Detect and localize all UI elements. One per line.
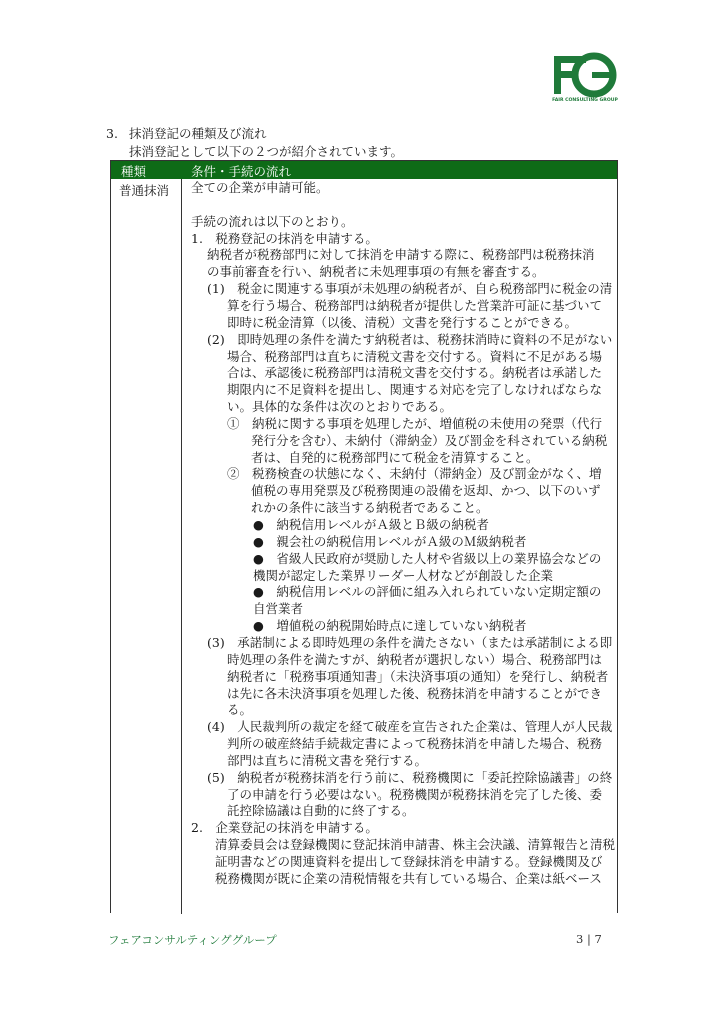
- table-text-line: 2. 企業登記の抹消を申請する。: [191, 820, 378, 836]
- table-text-line: 部門は直ちに清税文書を発行する。: [227, 752, 428, 768]
- column-divider: [181, 179, 182, 914]
- table-text-line: い。具体的な条件は次のとおりである。: [227, 399, 453, 415]
- logo-caption: FAIR CONSULTING GROUP: [552, 98, 618, 103]
- table-header-row: [111, 161, 617, 179]
- table-text-line: 場合、税務部門は直ちに清税文書を交付する。資料に不足がある場: [227, 348, 603, 364]
- table-text-line: ● 省級人民政府が奨励した人材や省級以上の業界協会などの: [253, 550, 602, 566]
- section-number: 3.: [106, 126, 118, 141]
- table-text-line: 全ての企業が申請可能。: [191, 180, 329, 195]
- table-text-line: 証明書などの関連資料を提出して登録抹消を申請する。登録機関及び: [215, 854, 603, 869]
- table-text-line: れかの条件に該当する納税者であること。: [251, 500, 489, 516]
- deregistration-table: [110, 160, 618, 913]
- table-text-line: ① 納税に関する事項を処理したが、増値税の未使用の発票（代行: [227, 415, 603, 431]
- table-text-line: ● 納税信用レベルの評価に組み入れられていない定期定額の: [253, 584, 602, 600]
- table-text-line: 合は、承認後に税務部門は清税文書を交付する。納税者は承諾した: [227, 365, 603, 381]
- table-text-line: (5) 納税者が税務抹消を行う前に、税務機関に「委託控除協議書」の終: [207, 769, 613, 785]
- header-conditions: 条件・手続の流れ: [191, 164, 292, 179]
- footer-page-number: 3 | 7: [576, 932, 602, 946]
- table-text-line: (1) 税金に関連する事項が未処理の納税者が、自ら税務部門に税金の清: [207, 281, 613, 297]
- table-text-line: の事前審査を行い、納税者に未処理事項の有無を審査する。: [207, 264, 545, 280]
- table-text-line: 託控除協議は自動的に終了する。: [227, 803, 415, 819]
- section-title: 抹消登記の種類及び流れ: [129, 126, 267, 141]
- section-heading: [106, 124, 267, 142]
- footer-company: フェアコンサルティンググループ: [108, 933, 277, 947]
- table-text-line: 手続の流れは以下のとおり。: [191, 213, 354, 229]
- table-text-line: 時処理の条件を満たすが、納税者が選択しない）場合、税務部門は: [227, 651, 603, 667]
- header-type: 種類: [121, 164, 147, 179]
- table-text-line: (4) 人民裁判所の裁定を経て破産を宣告された企業は、管理人が人民裁: [207, 719, 613, 735]
- table-text-line: 機関が認定した業界リーダー人材などが創設した企業: [253, 567, 554, 583]
- table-text-line: 納税者に「税務事項通知書」（未決済事項の通知）を発行し、納税者: [227, 668, 609, 684]
- table-text-line: ● 親会社の納税信用レベルがＡ級のＭ級納税者: [253, 533, 527, 549]
- table-text-line: 値税の専用発票及び税務関連の設備を返却、かつ、以下のいず: [251, 483, 601, 499]
- table-text-line: 清算委員会は登録機関に登記抹消申請書、株主会決議、清算報告と清税: [215, 837, 616, 853]
- category-cell: 普通抹消: [119, 183, 170, 198]
- table-text-line: 発行分を含む）、未納付（滞納金）及び罰金を科されている納税: [251, 432, 608, 448]
- table-text-line: 者は、自発的に税務部門にて税金を清算すること。: [251, 449, 539, 465]
- table-text-line: 納税者が税務部門に対して抹消を申請する際に、税務部門は税務抹消: [207, 247, 595, 263]
- table-text-line: ● 増値税の納税開始時点に達していない納税者: [253, 618, 527, 634]
- table-text-line: 1. 税務登記の抹消を申請する。: [191, 230, 378, 246]
- table-text-line: ② 税務検査の状態になく、未納付（滞納金）及び罰金がなく、増: [227, 466, 602, 482]
- table-text-line: 自営業者: [253, 601, 304, 617]
- table-text-line: 算を行う場合、税務部門は納税者が提供した営業許可証に基づいて: [227, 297, 603, 313]
- table-text-line: は先に各未決済事項を処理した後、税務抹消を申請することができ: [227, 685, 603, 701]
- table-text-line: 判所の破産終結手続裁定書によって税務抹消を申請した場合、税務: [227, 736, 603, 752]
- table-text-line: 税務機関が既に企業の清税情報を共有している場合、企業は紙ベース: [215, 870, 602, 886]
- table-text-line: る。: [227, 702, 253, 718]
- table-text-line: 即時に税金清算（以後、清税）文書を発行することができる。: [227, 314, 578, 330]
- table-text-line: 期限内に不足資料を提出し、関連する対応を完了しなければならな: [227, 382, 603, 398]
- table-text-line: ● 納税信用レベルがＡ級とＢ級の納税者: [253, 517, 489, 532]
- section-intro: 抹消登記として以下の２つが紹介されています。: [129, 144, 404, 159]
- table-text-line: (2) 即時処理の条件を満たす納税者は、税務抹消時に資料の不足がない: [207, 331, 613, 347]
- table-text-line: (3) 承諾制による即時処理の条件を満たさない（または承諾制による即: [207, 634, 613, 650]
- table-text-line: 了の申請を行う必要はない。税務機関が税務抹消を完了した後、委: [227, 786, 603, 802]
